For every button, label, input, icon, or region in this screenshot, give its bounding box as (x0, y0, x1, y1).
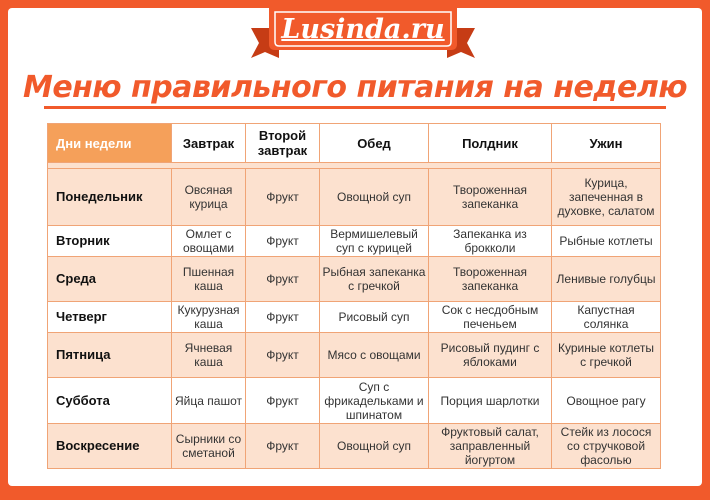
meal-cell: Фрукт (246, 169, 320, 226)
day-cell: Среда (48, 257, 172, 302)
table-row (48, 169, 661, 226)
meal-cell: Ленивые голубцы (552, 257, 661, 302)
table-row (48, 302, 661, 333)
page-title: Меню правильного питания на неделю (22, 70, 688, 105)
table-row (48, 424, 661, 469)
meal-cell: Овощной суп (320, 424, 429, 469)
table-row (48, 333, 661, 378)
day-cell: Понедельник (48, 169, 172, 226)
meal-cell: Кукурузная каша (172, 302, 246, 333)
meal-cell: Рыбные котлеты (552, 226, 661, 257)
meal-cell: Овсяная курица (172, 169, 246, 226)
column-header: Второй завтрак (246, 124, 320, 163)
meal-cell: Куриные котлеты с гречкой (552, 333, 661, 378)
meal-cell: Яйца пашот (172, 378, 246, 424)
column-header: Дни недели (48, 124, 172, 163)
column-header: Полдник (429, 124, 552, 163)
column-header: Обед (320, 124, 429, 163)
meal-cell: Фрукт (246, 302, 320, 333)
meal-cell: Фрукт (246, 226, 320, 257)
meal-cell: Сырники со сметаной (172, 424, 246, 469)
meal-cell: Твороженная запеканка (429, 169, 552, 226)
meal-cell: Сок с несдобным печеньем (429, 302, 552, 333)
day-cell: Вторник (48, 226, 172, 257)
table-header-row (48, 124, 661, 163)
day-cell: Суббота (48, 378, 172, 424)
meal-cell: Суп с фрикадельками и шпинатом (320, 378, 429, 424)
meal-cell: Рисовый пудинг с яблоками (429, 333, 552, 378)
meal-cell: Рисовый суп (320, 302, 429, 333)
logo-text[interactable]: Lusinda.ru (281, 14, 445, 45)
meal-cell: Фрукт (246, 257, 320, 302)
meal-cell: Твороженная запеканка (429, 257, 552, 302)
meal-cell: Порция шарлотки (429, 378, 552, 424)
table-row (48, 378, 661, 424)
meal-cell: Рыбная запеканка с гречкой (320, 257, 429, 302)
table-row (48, 257, 661, 302)
meal-cell: Запеканка из брокколи (429, 226, 552, 257)
day-cell: Четверг (48, 302, 172, 333)
meal-cell: Омлет с овощами (172, 226, 246, 257)
logo-ribbon (251, 8, 475, 64)
meal-cell: Фрукт (246, 424, 320, 469)
meal-cell: Пшенная каша (172, 257, 246, 302)
menu-card (8, 8, 702, 486)
menu-table (47, 123, 661, 469)
meal-cell: Овощное рагу (552, 378, 661, 424)
column-header: Завтрак (172, 124, 246, 163)
meal-cell: Овощной суп (320, 169, 429, 226)
meal-cell: Курица, запеченная в духовке, салатом (552, 169, 661, 226)
day-cell: Пятница (48, 333, 172, 378)
title-underline (44, 106, 666, 109)
column-header: Ужин (552, 124, 661, 163)
meal-cell: Стейк из лосося со стручковой фасолью (552, 424, 661, 469)
day-cell: Воскресение (48, 424, 172, 469)
meal-cell: Мясо с овощами (320, 333, 429, 378)
meal-cell: Ячневая каша (172, 333, 246, 378)
meal-cell: Капустная солянка (552, 302, 661, 333)
meal-cell: Фрукт (246, 378, 320, 424)
table-row (48, 226, 661, 257)
meal-cell: Фрукт (246, 333, 320, 378)
meal-cell: Вермишелевый суп с курицей (320, 226, 429, 257)
meal-cell: Фруктовый салат, заправленный йогуртом (429, 424, 552, 469)
